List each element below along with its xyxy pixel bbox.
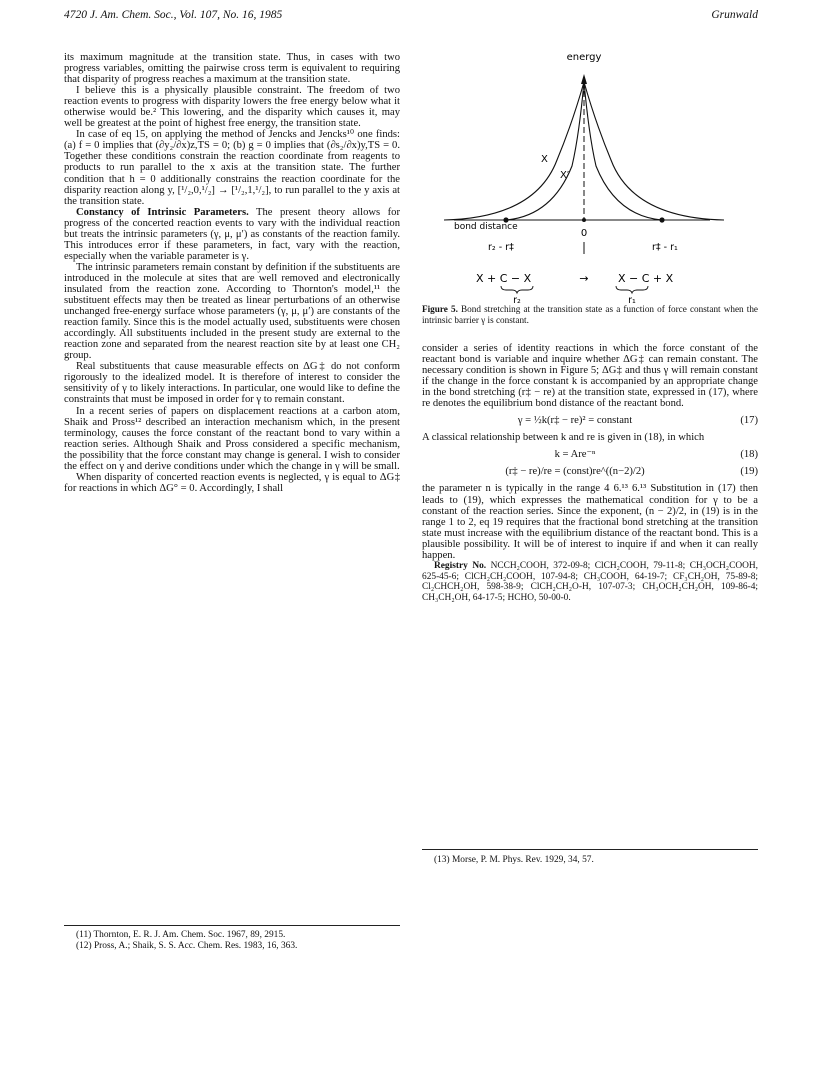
equation-body: k = Are⁻ⁿ — [554, 449, 596, 461]
paragraph: consider a series of identity reactions in which the force constant of the reactant bond is variable and inquire whether ΔG‡ can remain constant. The necessary condition is shown in Figure 5; ΔG‡ and thus γ will remain constant if the change in the force constant k is accompanied by an appropriate change in the bond stretching (r‡ − re) at the transition state, expressed in (17), where re denotes the equilibrium bond distance of the reactant bond. — [422, 343, 758, 410]
caption-label: Figure 5. — [422, 304, 458, 314]
equation-number: (17) — [740, 415, 758, 427]
figure-caption — [422, 304, 758, 325]
paragraph: the parameter n is typically in the range 4 6.¹³ 6.¹³ Substitution in (17) then leads to (19), which expresses the mathematical condition for γ to be a constant of the reaction series. Since the exponent, (n − 2)/2, in (19) is in the range 1 to 2, eq 19 requires that the fractional bond stretching at the transition state must increase with the equilibrium distance of the reactant bond. This is a plausible possibility. It will be of interest to inquire if and when it can really happen. — [422, 483, 758, 561]
equation-19 — [422, 466, 758, 477]
rdag-minus-r1-label: r‡ - r₁ — [652, 242, 678, 253]
underbrace-r2 — [501, 286, 533, 293]
equation-body: γ = ½k(r‡ − re)² = constant — [517, 415, 633, 427]
paragraph: Real substituents that cause measurable effects on ΔG‡ do not conform rigorously to the idealized model. It is therefore of interest to consider the sensitivity of γ to likely interactions. In particular, one would like to define the constraints that must be imposed in order for γ to remain constant. — [64, 361, 400, 406]
paragraph: I believe this is a physically plausible constraint. The freedom of two reaction events to progress with disparity lowers the free energy below what it otherwise would be.² This lowering, and the disparity which causes it, may well be greatest at the point of highest free energy, the transition state. — [64, 85, 400, 130]
section-run-in-heading: Constancy of Intrinsic Parameters. — [76, 206, 249, 218]
right-footnotes — [434, 855, 758, 866]
footnote: (12) Pross, A.; Shaik, S. S. Acc. Chem. Res. 1983, 16, 363. — [76, 940, 298, 951]
paragraph: The intrinsic parameters remain constant by definition if the substituents are introduced in the molecule at sites that are well removed and electronically insulated from the reaction zone. According to Thornton's model,¹¹ the substituent effects may then be treated as linear perturbations of an otherwise unchanged free-energy surface whose parameters (γ, μ, μ′) are constants of the reaction family. Since this is the model actually used, substituents were chosen accordingly. All substituents included in the present study are external to the reaction zone and separated from the nearest reaction site by at least one CH₂ group. — [64, 261, 400, 362]
curve-X-label: X — [541, 154, 548, 165]
left-column — [64, 52, 400, 494]
origin-label: 0 — [580, 228, 588, 239]
r2-minus-rdag-label: r₂ - r‡ — [488, 242, 514, 253]
registry-numbers — [422, 561, 758, 604]
footnote-rule — [64, 925, 400, 926]
equation-number: (18) — [740, 449, 758, 461]
figure-5 — [440, 46, 740, 304]
paragraph — [64, 207, 400, 262]
left-footnotes — [76, 930, 400, 952]
curve-X-prime-label: X′ — [560, 170, 570, 181]
paragraph: its maximum magnitude at the transition state. Thus, in cases with two progress variables, omitting the pairwise cross term is equivalent to requiring that disparity of progress reaches a maximum at the transition state. — [64, 52, 400, 86]
right-column — [422, 343, 758, 604]
origin-point — [582, 218, 586, 222]
paragraph: When disparity of concerted reaction events is neglected, γ is equal to ΔG‡ for reactions in which ΔG° = 0. Accordingly, I shall — [64, 471, 400, 494]
registry-label: Registry No. — [434, 560, 487, 571]
running-header — [64, 9, 758, 27]
paragraph: A classical relationship between k and re is given in (18), in which — [422, 432, 705, 444]
equation-number: (19) — [740, 466, 758, 478]
registry-text: NCCH₂COOH, 372-09-8; ClCH₂COOH, 79-11-8; CH₃OCH₂COOH, 625-45-6; ClCH₂CH₂COOH, 107-94-8; CH₃COOH, 64-19-7; CF₃CH₂OH, 75-89-8; Cl₂CHCH₂OH, 598-38-9; ClCH₂CH₂O-H, 107-07-3; CH₃OCH₂CH₂OH, 109-86-4; CH₃CH₂OH, 64-17-5; HCHO, 50-00-0. — [422, 560, 758, 604]
footnote: (13) Morse, P. M. Phys. Rev. 1929, 34, 57. — [434, 855, 594, 865]
author-name: Grunwald — [711, 9, 758, 21]
footnote-rule — [422, 849, 758, 850]
r1-label: r₁ — [628, 295, 636, 304]
energy-axis-label: energy — [566, 52, 602, 63]
paragraph: In case of eq 15, on applying the method of Jencks and Jencks¹⁰ one finds: (a) f = 0 implies that (∂y₂/∂x)z,TS = 0; (b) g = 0 implies that (∂s₂/∂x)y,TS = 0. Together these conditions constrain the reaction coordinate from reagents to products to run parallel to the x axis at the transition state. The further condition that h = 0 additionally constrains the reaction coordinate for the disparity reaction along y, [¹/₂,0,¹/₂] → [¹/₂,1,¹/₂], to run parallel to the y axis at the transition state. — [64, 129, 400, 207]
bond-distance-label: bond distance — [454, 222, 518, 232]
equation-17 — [422, 415, 758, 426]
footnote: (11) Thornton, E. R. J. Am. Chem. Soc. 1967, 89, 2915. — [76, 930, 286, 940]
reactants-label: X + C − X — [476, 272, 532, 285]
equation-18 — [422, 449, 758, 460]
caption-text: Bond stretching at the transition state as a function of force constant when the intrinsic barrier γ is constant. — [422, 304, 758, 325]
equation-body: (r‡ − re)/re = (const)re^((n−2)/2) — [505, 466, 645, 478]
underbrace-r1 — [616, 286, 648, 293]
paragraph-text: The present theory allows for progress of the concerted reaction events to vary with the individual reaction but treats the intrinsic parameters (γ, μ, μ′) as constants of the reaction family. This introduces error if these parameters, in fact, vary with the reaction, especially when the variable parameter is γ. — [64, 206, 400, 262]
products-label: X − C + X — [618, 272, 674, 285]
data-point — [659, 217, 664, 222]
paragraph: In a recent series of papers on displacement reactions at a carbon atom, Shaik and Pross¹² described an interaction mechanism which, in the present terminology, causes the force constant of the reactant bond to vary within a reaction series. Although Shaik and Pross considered a specific mechanism, the possibility that the force constant may change is general. I wish to consider the effect on γ and derive conditions under which the change in γ will be small. — [64, 405, 400, 472]
reaction-arrow: → — [579, 272, 589, 285]
journal-citation: 4720 J. Am. Chem. Soc., Vol. 107, No. 16, 1985 — [64, 9, 283, 21]
r2-label: r₂ — [513, 295, 521, 304]
